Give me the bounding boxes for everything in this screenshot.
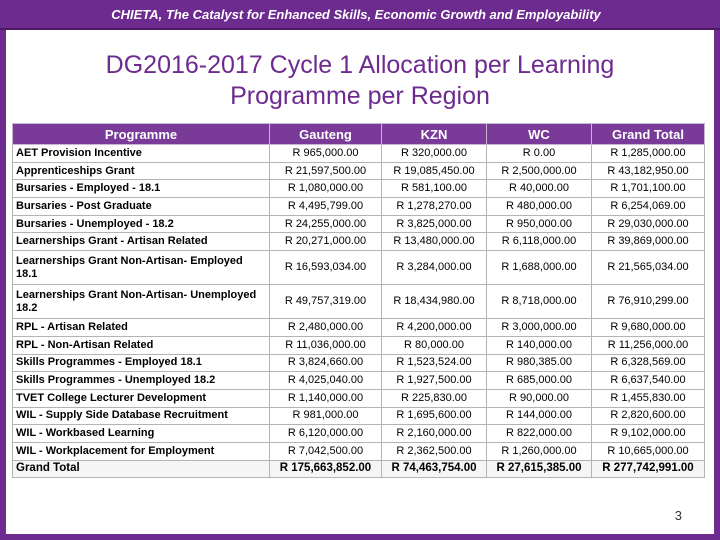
total-cell: R 9,680,000.00 [592, 319, 705, 337]
grand-total-kzn: R 74,463,754.00 [382, 460, 487, 478]
gauteng-cell: R 4,025,040.00 [270, 372, 382, 390]
programme-cell: RPL - Artisan Related [13, 319, 270, 337]
kzn-cell: R 1,695,600.00 [382, 407, 487, 425]
table-row [13, 285, 705, 319]
gauteng-cell: R 6,120,000.00 [270, 425, 382, 443]
table-row [13, 336, 705, 354]
wc-cell: R 1,260,000.00 [487, 442, 592, 460]
kzn-cell: R 320,000.00 [382, 145, 487, 163]
column-header-wc: WC [487, 124, 592, 145]
gauteng-cell: R 4,495,799.00 [270, 198, 382, 216]
table-row [13, 251, 705, 285]
wc-cell: R 6,118,000.00 [487, 233, 592, 251]
table-row [13, 407, 705, 425]
table-row [13, 198, 705, 216]
table-row [13, 442, 705, 460]
column-header-gauteng: Gauteng [270, 124, 382, 145]
wc-cell: R 950,000.00 [487, 215, 592, 233]
table-row [13, 389, 705, 407]
total-cell: R 6,328,569.00 [592, 354, 705, 372]
total-cell: R 6,637,540.00 [592, 372, 705, 390]
programme-cell: Bursaries - Unemployed - 18.2 [13, 215, 270, 233]
total-cell: R 6,254,069.00 [592, 198, 705, 216]
page-number: 3 [674, 508, 682, 523]
total-cell: R 29,030,000.00 [592, 215, 705, 233]
gauteng-cell: R 1,080,000.00 [270, 180, 382, 198]
table-row [13, 354, 705, 372]
gauteng-cell: R 1,140,000.00 [270, 389, 382, 407]
gauteng-cell: R 965,000.00 [270, 145, 382, 163]
gauteng-cell: R 3,824,660.00 [270, 354, 382, 372]
wc-cell: R 480,000.00 [487, 198, 592, 216]
kzn-cell: R 4,200,000.00 [382, 319, 487, 337]
kzn-cell: R 581,100.00 [382, 180, 487, 198]
kzn-cell: R 3,825,000.00 [382, 215, 487, 233]
total-cell: R 21,565,034.00 [592, 251, 705, 285]
programme-cell: Bursaries - Employed - 18.1 [13, 180, 270, 198]
gauteng-cell: R 49,757,319.00 [270, 285, 382, 319]
total-cell: R 76,910,299.00 [592, 285, 705, 319]
programme-cell: WIL - Supply Side Database Recruitment [13, 407, 270, 425]
table-row [13, 145, 705, 163]
wc-cell: R 1,688,000.00 [487, 251, 592, 285]
total-cell: R 1,701,100.00 [592, 180, 705, 198]
grand-total-overall: R 277,742,991.00 [592, 460, 705, 478]
header-tagline: CHIETA, The Catalyst for Enhanced Skills, Economic Growth and Employability [111, 7, 601, 22]
gauteng-cell: R 20,271,000.00 [270, 233, 382, 251]
total-cell: R 39,869,000.00 [592, 233, 705, 251]
wc-cell: R 0.00 [487, 145, 592, 163]
gauteng-cell: R 16,593,034.00 [270, 251, 382, 285]
table-row [13, 180, 705, 198]
programme-cell: Learnerships Grant Non-Artisan- Employed 18.1 [13, 251, 270, 285]
column-header-programme: Programme [13, 124, 270, 145]
gauteng-cell: R 7,042,500.00 [270, 442, 382, 460]
column-header-grand-total: Grand Total [592, 124, 705, 145]
wc-cell: R 980,385.00 [487, 354, 592, 372]
total-cell: R 10,665,000.00 [592, 442, 705, 460]
grand-total-label: Grand Total [13, 460, 270, 478]
gauteng-cell: R 2,480,000.00 [270, 319, 382, 337]
programme-cell: TVET College Lecturer Development [13, 389, 270, 407]
total-cell: R 43,182,950.00 [592, 162, 705, 180]
programme-cell: WIL - Workplacement for Employment [13, 442, 270, 460]
programme-cell: AET Provision Incentive [13, 145, 270, 163]
kzn-cell: R 18,434,980.00 [382, 285, 487, 319]
kzn-cell: R 1,278,270.00 [382, 198, 487, 216]
programme-cell: WIL - Workbased Learning [13, 425, 270, 443]
total-cell: R 1,285,000.00 [592, 145, 705, 163]
kzn-cell: R 1,927,500.00 [382, 372, 487, 390]
wc-cell: R 2,500,000.00 [487, 162, 592, 180]
table-row [13, 319, 705, 337]
table-row [13, 425, 705, 443]
programme-cell: Bursaries - Post Graduate [13, 198, 270, 216]
table-row [13, 215, 705, 233]
total-cell: R 11,256,000.00 [592, 336, 705, 354]
header-bar [0, 0, 720, 30]
table-row [13, 233, 705, 251]
total-cell: R 1,455,830.00 [592, 389, 705, 407]
gauteng-cell: R 11,036,000.00 [270, 336, 382, 354]
kzn-cell: R 80,000.00 [382, 336, 487, 354]
grand-total-gauteng: R 175,663,852.00 [270, 460, 382, 478]
kzn-cell: R 2,362,500.00 [382, 442, 487, 460]
gauteng-cell: R 21,597,500.00 [270, 162, 382, 180]
allocation-table [12, 123, 705, 478]
programme-cell: RPL - Non-Artisan Related [13, 336, 270, 354]
gauteng-cell: R 981,000.00 [270, 407, 382, 425]
table-header-row [13, 124, 705, 145]
wc-cell: R 8,718,000.00 [487, 285, 592, 319]
kzn-cell: R 3,284,000.00 [382, 251, 487, 285]
programme-cell: Learnerships Grant Non-Artisan- Unemployed 18.2 [13, 285, 270, 319]
table-row [13, 162, 705, 180]
wc-cell: R 685,000.00 [487, 372, 592, 390]
gauteng-cell: R 24,255,000.00 [270, 215, 382, 233]
programme-cell: Apprenticeships Grant [13, 162, 270, 180]
wc-cell: R 40,000.00 [487, 180, 592, 198]
programme-cell: Skills Programmes - Unemployed 18.2 [13, 372, 270, 390]
kzn-cell: R 13,480,000.00 [382, 233, 487, 251]
kzn-cell: R 19,085,450.00 [382, 162, 487, 180]
wc-cell: R 144,000.00 [487, 407, 592, 425]
programme-cell: Skills Programmes - Employed 18.1 [13, 354, 270, 372]
wc-cell: R 3,000,000.00 [487, 319, 592, 337]
programme-cell: Learnerships Grant - Artisan Related [13, 233, 270, 251]
slide-title-line-1: DG2016-2017 Cycle 1 Allocation per Learning [105, 51, 615, 79]
wc-cell: R 90,000.00 [487, 389, 592, 407]
grand-total-wc: R 27,615,385.00 [487, 460, 592, 478]
kzn-cell: R 1,523,524.00 [382, 354, 487, 372]
kzn-cell: R 2,160,000.00 [382, 425, 487, 443]
column-header-kzn: KZN [382, 124, 487, 145]
slide-title [20, 50, 700, 112]
grand-total-row [13, 460, 705, 478]
table-row [13, 372, 705, 390]
kzn-cell: R 225,830.00 [382, 389, 487, 407]
total-cell: R 9,102,000.00 [592, 425, 705, 443]
slide-title-line-2: Programme per Region [230, 82, 490, 110]
wc-cell: R 822,000.00 [487, 425, 592, 443]
wc-cell: R 140,000.00 [487, 336, 592, 354]
total-cell: R 2,820,600.00 [592, 407, 705, 425]
